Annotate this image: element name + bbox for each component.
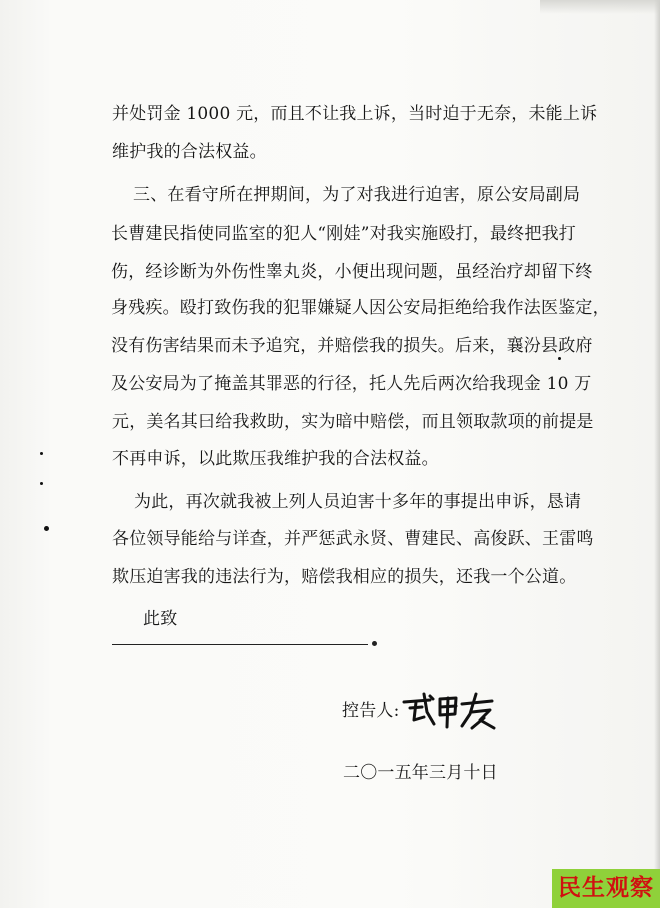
body-line-6: 身残疾。殴打致伤我的犯罪嫌疑人因公安局拒绝给我作法医鉴定， xyxy=(111,298,610,318)
signature-rule-end-mark xyxy=(372,641,377,646)
body-line-2: 维护我的合法权益。 xyxy=(112,142,267,162)
body-line-9: 元，美名其曰给我救助，实为暗中赔偿，而且领取款项的前提是 xyxy=(112,412,594,432)
body-line-1: 并处罚金 1000 元，而且不让我上诉，当时迫于无奈，未能上诉 xyxy=(112,104,598,124)
body-line-4: 长曹建民指使同监室的犯人“刚娃”对我实施殴打，最终把我打 xyxy=(111,224,576,244)
scan-speck xyxy=(44,526,49,531)
scan-speck xyxy=(40,452,43,455)
body-line-11: 为此，再次就我被上列人员迫害十多年的事提出申诉，恳请 xyxy=(134,492,582,512)
scan-speck xyxy=(40,482,43,485)
closing-salutation: 此致 xyxy=(143,609,178,629)
signature-rule xyxy=(112,644,368,645)
scan-edge-shadow xyxy=(540,0,660,14)
body-line-12: 各位领导能给与详查，并严惩武永贤、曹建民、高俊跃、王雷鸣 xyxy=(112,529,594,549)
complainant-label: 控告人: xyxy=(342,701,400,721)
body-line-13: 欺压迫害我的违法行为，赔偿我相应的损失，还我一个公道。 xyxy=(112,567,577,587)
body-line-5: 伤，经诊断为外伤性睾丸炎，小便出现问题，虽经治疗却留下终 xyxy=(111,262,593,282)
body-line-10: 不再申诉，以此欺压我维护我的合法权益。 xyxy=(112,449,439,469)
scan-edge-shadow-right xyxy=(654,0,660,908)
scan-speck xyxy=(558,357,561,360)
watermark-logo: 民生观察 xyxy=(552,869,660,908)
document-date: 二〇一五年三月十日 xyxy=(343,763,498,783)
body-line-3: 三、在看守所在押期间，为了对我进行迫害，原公安局副局 xyxy=(133,185,581,205)
body-line-7: 没有伤害结果而未予追究，并赔偿我的损失。后来，襄汾县政府 xyxy=(111,336,593,356)
handwritten-signature xyxy=(400,690,500,730)
body-line-8: 及公安局为了掩盖其罪恶的行径，托人先后两次给我现金 10 万 xyxy=(111,374,592,394)
